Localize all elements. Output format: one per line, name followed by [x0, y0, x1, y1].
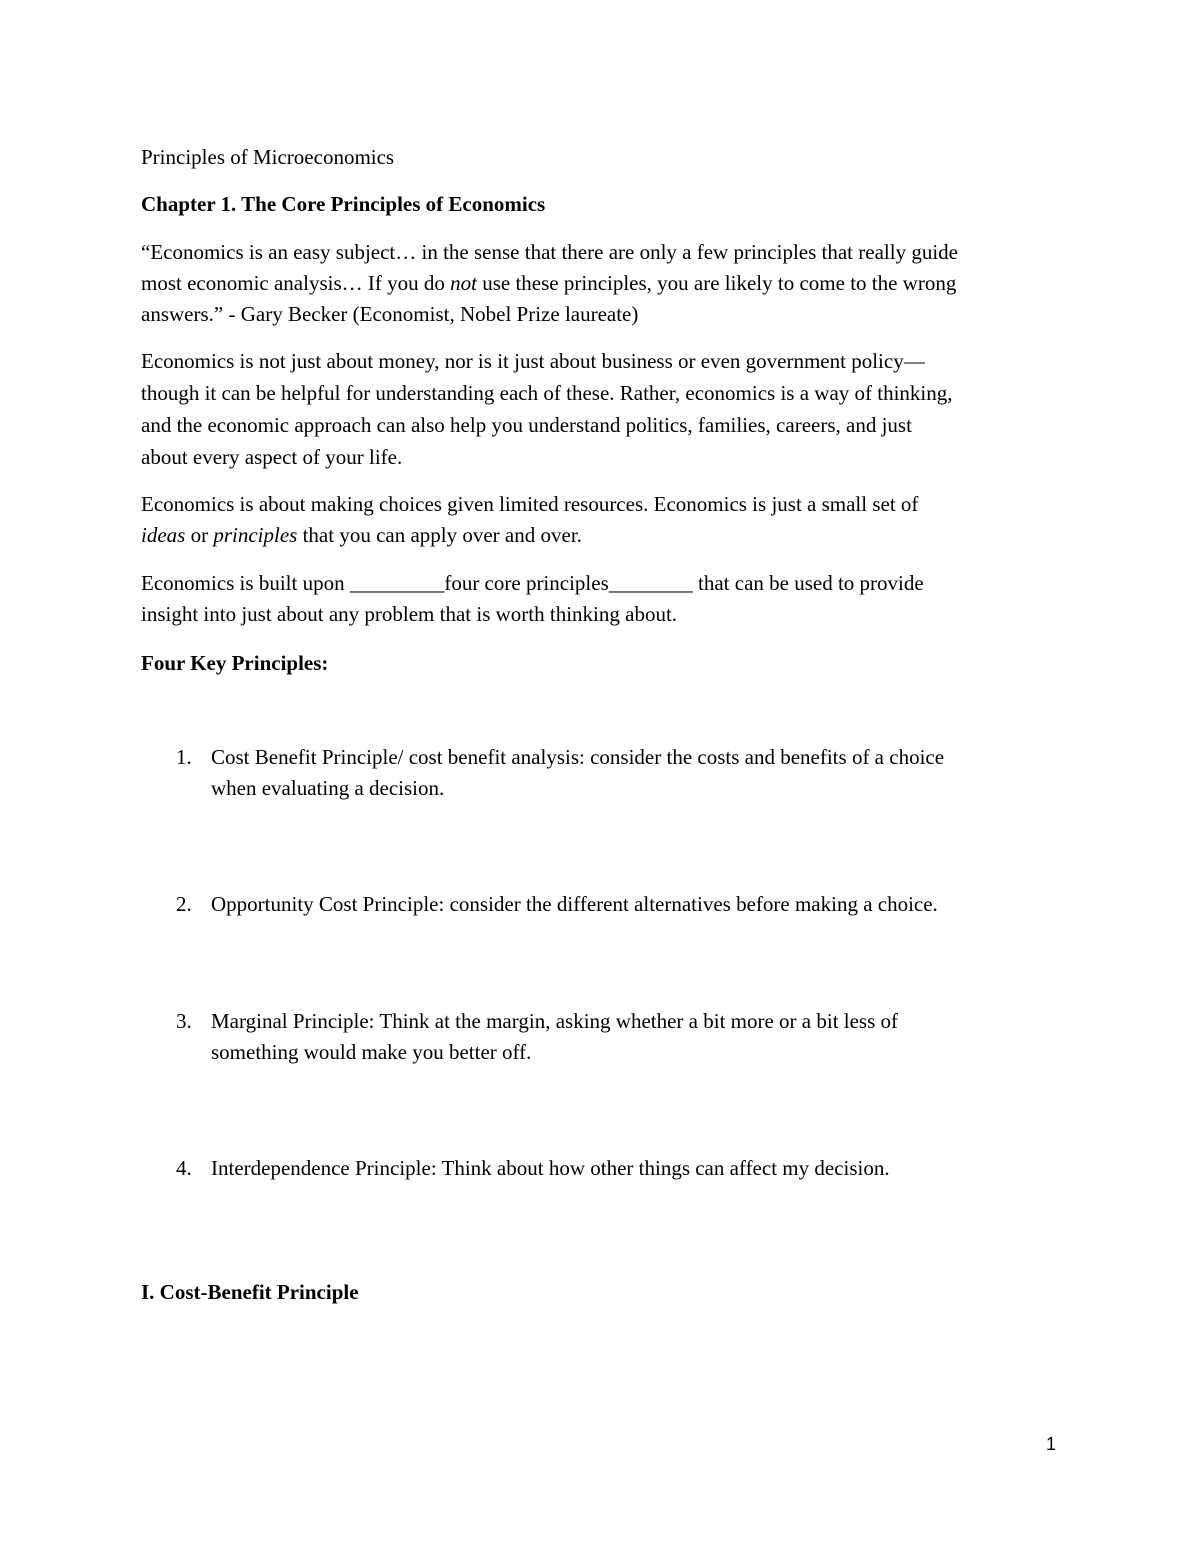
principles-emphasis: principles — [213, 523, 298, 547]
quote-line-2-end: use these principles, you are likely to come to the wrong — [476, 271, 957, 295]
list-item-number: 4. — [176, 1156, 192, 1180]
paragraph-1-line-2: though it can be helpful for understanding each of these. Rather, economics is a way of thinking, — [141, 381, 953, 405]
list-item-line-1: Opportunity Cost Principle: consider the different alternatives before making a choice. — [211, 892, 938, 916]
list-item-number: 1. — [176, 745, 192, 769]
list-item-line-1: Interdependence Principle: Think about how other things can affect my decision. — [211, 1156, 890, 1180]
paragraph-2-line-1: Economics is about making choices given limited resources. Economics is just a small set of — [141, 492, 919, 516]
paragraph-3-line-2: insight into just about any problem that is worth thinking about. — [141, 602, 678, 626]
paragraph-2-line-2 — [141, 520, 582, 551]
list-item-line-1: Cost Benefit Principle/ cost benefit analysis: consider the costs and benefits of a choice — [211, 745, 945, 769]
section-heading: I. Cost-Benefit Principle — [141, 1280, 359, 1304]
quote-line-3: answers.” - Gary Becker (Economist, Nobel Prize laureate) — [141, 302, 639, 326]
quote-emphasis: not — [450, 271, 477, 295]
paragraph-3-line-1: Economics is built upon _________four core principles________ that can be used to provide — [141, 571, 924, 595]
chapter-title: Chapter 1. The Core Principles of Economics — [141, 192, 546, 216]
paragraph-1-line-3: and the economic approach can also help you understand politics, families, careers, and just — [141, 413, 912, 437]
quote-line-1: “Economics is an easy subject… in the sense that there are only a few principles that really guide — [141, 240, 958, 264]
paragraph-1-line-4: about every aspect of your life. — [141, 445, 403, 469]
list-item-number: 3. — [176, 1009, 192, 1033]
list-item-line-1: Marginal Principle: Think at the margin, asking whether a bit more or a bit less of — [211, 1009, 899, 1033]
list-item-line-2: when evaluating a decision. — [211, 776, 445, 800]
quote-line-2-start: most economic analysis… If you do — [141, 271, 451, 295]
course-title: Principles of Microeconomics — [141, 145, 395, 169]
key-principles-heading: Four Key Principles: — [141, 651, 329, 675]
list-item-line-2: something would make you better off. — [211, 1040, 532, 1064]
page-number: 1 — [1046, 1434, 1057, 1454]
paragraph-1-line-1: Economics is not just about money, nor is it just about business or even government policy— — [141, 349, 925, 373]
paragraph-2-line-2-end: that you can apply over and over. — [297, 523, 582, 547]
quote-line-2 — [141, 268, 956, 299]
list-item-number: 2. — [176, 892, 192, 916]
ideas-emphasis: ideas — [141, 523, 186, 547]
paragraph-2-connector: or — [185, 523, 214, 547]
